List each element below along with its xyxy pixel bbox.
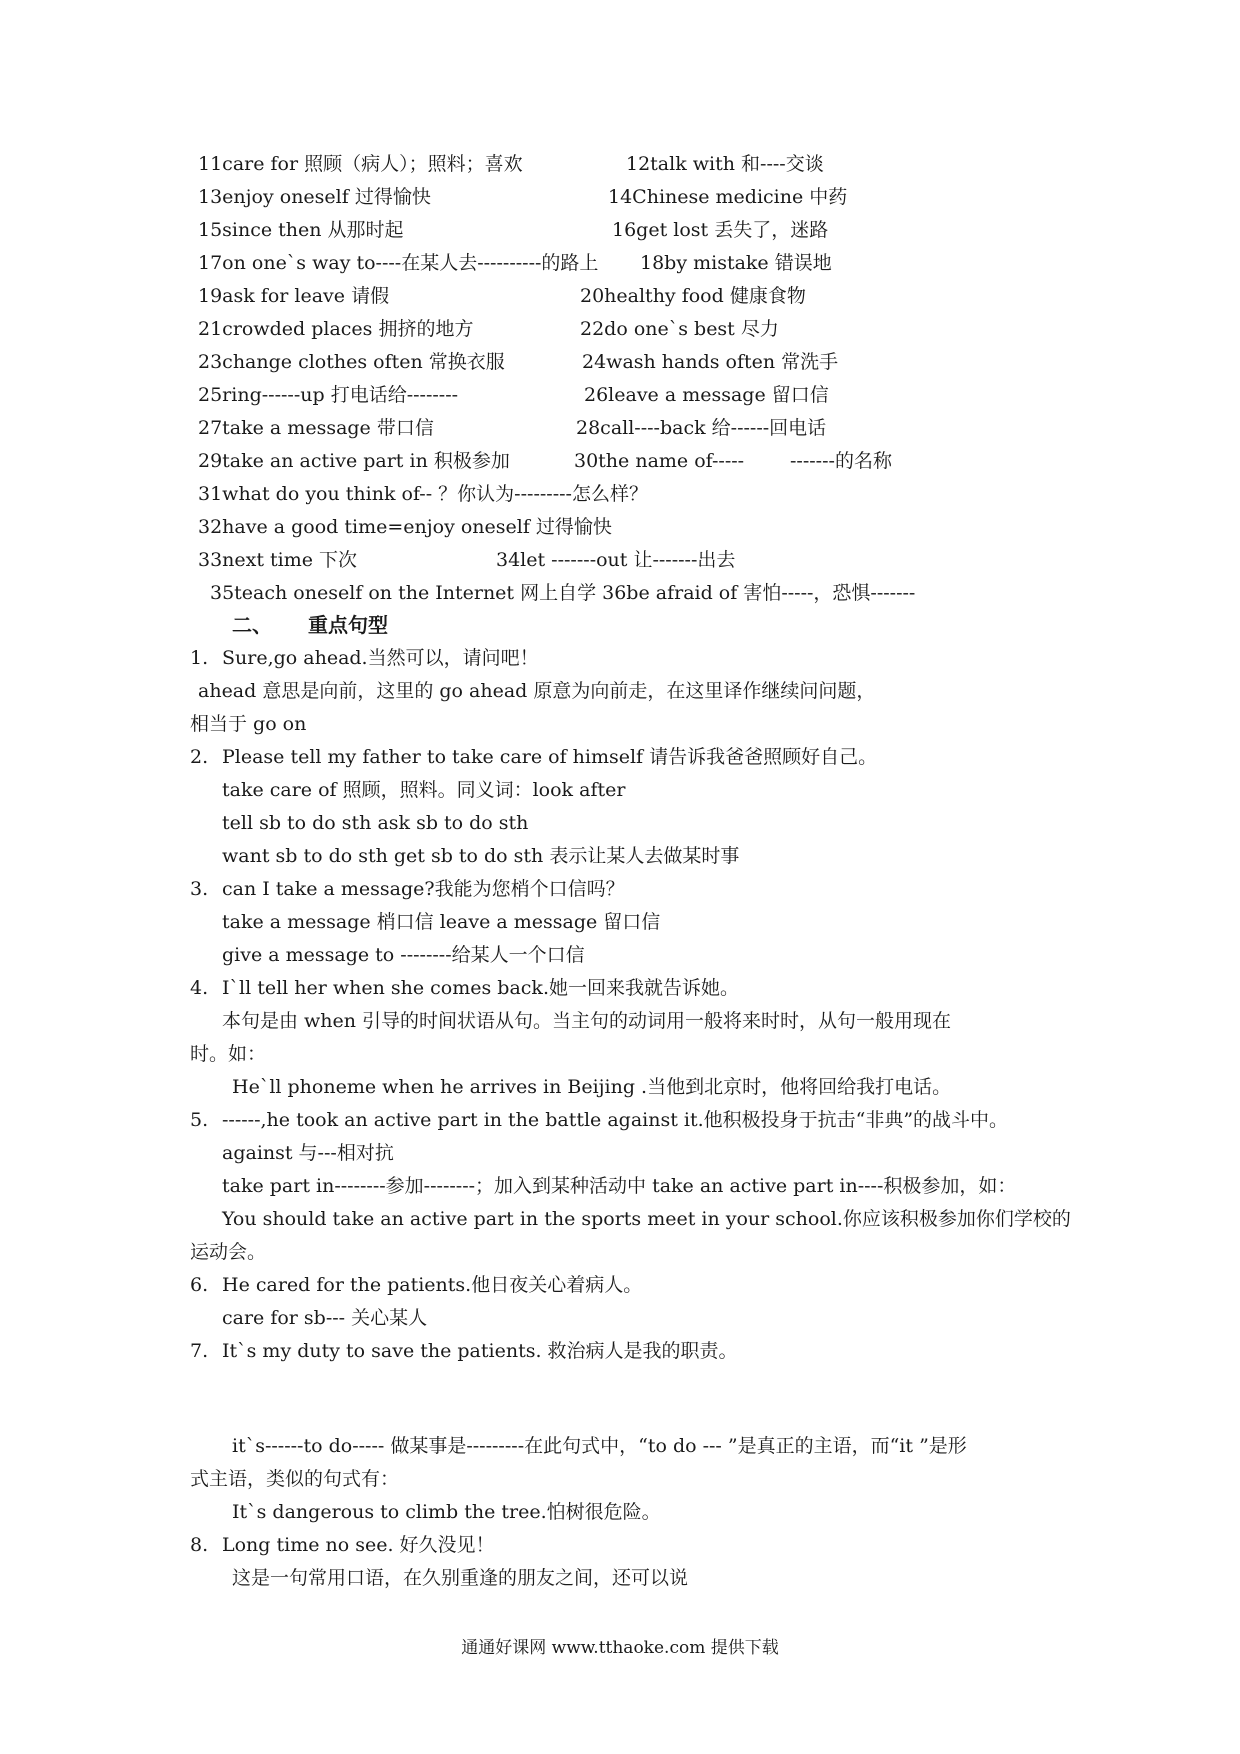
sentence-number: 4. — [190, 977, 209, 999]
phrase-23: 23change clothes often 常换衣服 — [198, 351, 505, 373]
phrase-15: 15since then 从那时起 — [198, 219, 404, 241]
phrase-34: 34let -------out 让-------出去 — [496, 549, 736, 571]
phrase-30: 30the name of----- — [574, 450, 745, 472]
sentence-5-example: You should take an active part in the sports meet in your school.你应该积极参加你们学校的 — [222, 1208, 1071, 1230]
sentence-5-note: take part in--------参加--------；加入到某种活动中 take an active part in----积极参加，如： — [222, 1175, 1017, 1197]
sentence-text: I`ll tell her when she comes back.她一回来我就告诉她。 — [222, 977, 739, 999]
sentence-number: 6. — [190, 1274, 209, 1296]
sentence-7-note: 式主语，类似的句式有： — [190, 1468, 400, 1490]
phrase-22: 22do one`s best 尽力 — [580, 318, 779, 340]
sentence-2-note: tell sb to do sth ask sb to do sth — [222, 812, 529, 834]
sentence-number: 2. — [190, 746, 209, 768]
phrase-26: 26leave a message 留口信 — [584, 384, 829, 406]
sentence-5-note: against 与---相对抗 — [222, 1142, 394, 1164]
phrase-16: 16get lost 丢失了，迷路 — [612, 219, 829, 241]
sentence-4 — [190, 976, 739, 1000]
phrase-14: 14Chinese medicine 中药 — [608, 186, 848, 208]
sentence-number: 7. — [190, 1340, 209, 1362]
phrase-35-36: 35teach oneself on the Internet 网上自学 36be afraid of 害怕-----，恐惧------- — [210, 582, 916, 604]
sentence-3-note: give a message to --------给某人一个口信 — [222, 944, 585, 966]
sentence-text: Sure,go ahead.当然可以，请问吧！ — [222, 647, 539, 669]
phrase-19: 19ask for leave 请假 — [198, 285, 390, 307]
phrase-33: 33next time 下次 — [198, 549, 358, 571]
phrase-28: 28call----back 给------回电话 — [576, 417, 827, 439]
section-title: 重点句型 — [308, 613, 388, 637]
phrase-27: 27take a message 带口信 — [198, 417, 434, 439]
sentence-8-note: 这是一句常用口语，在久别重逢的朋友之间，还可以说 — [232, 1567, 689, 1589]
phrase-24: 24wash hands often 常洗手 — [582, 351, 839, 373]
sentence-2-note: want sb to do sth get sb to do sth 表示让某人去做某时事 — [222, 845, 740, 867]
sentence-text: ------,he took an active part in the battle against it.他积极投身于抗击“非典”的战斗中。 — [222, 1109, 1009, 1131]
phrase-18: 18by mistake 错误地 — [640, 252, 832, 274]
sentence-2-note: take care of 照顾，照料。同义词：look after — [222, 779, 626, 801]
phrase-21: 21crowded places 拥挤的地方 — [198, 318, 474, 340]
sentence-text: Please tell my father to take care of himself 请告诉我爸爸照顾好自己。 — [222, 746, 878, 768]
phrase-11: 11care for 照顾（病人）；照料；喜欢 — [198, 153, 523, 175]
sentence-text: It`s my duty to save the patients. 救治病人是我的职责。 — [222, 1340, 738, 1362]
sentence-1 — [190, 646, 539, 670]
phrase-17: 17on one`s way to----在某人去----------的路上 — [198, 252, 599, 274]
sentence-1-note: ahead 意思是向前，这里的 go ahead 原意为向前走，在这里译作继续问问题， — [198, 680, 876, 702]
section-number: 二、 — [232, 613, 272, 637]
sentence-4-note: 时。如： — [190, 1043, 267, 1065]
sentence-8 — [190, 1533, 495, 1557]
phrase-13: 13enjoy oneself 过得愉快 — [198, 186, 431, 208]
sentence-number: 8. — [190, 1534, 209, 1556]
sentence-6 — [190, 1273, 642, 1297]
sentence-number: 1. — [190, 647, 209, 669]
phrase-30-meaning: -------的名称 — [790, 450, 892, 472]
sentence-number: 3. — [190, 878, 209, 900]
phrase-20: 20healthy food 健康食物 — [580, 285, 806, 307]
sentence-3-note: take a message 梢口信 leave a message 留口信 — [222, 911, 661, 933]
sentence-4-note: 本句是由 when 引导的时间状语从句。当主句的动词用一般将来时时，从句一般用现在 — [222, 1010, 952, 1032]
sentence-7-note: it`s------to do----- 做某事是---------在此句式中，“to do --- ”是真正的主语，而“it ”是形 — [232, 1435, 967, 1457]
sentence-6-note: care for sb--- 关心某人 — [222, 1307, 428, 1329]
sentence-1-note: 相当于 go on — [190, 713, 307, 735]
sentence-3 — [190, 877, 625, 901]
sentence-2 — [190, 745, 877, 769]
page-footer: 通通好课网 www.tthaoke.com 提供下载 — [461, 1638, 779, 1658]
sentence-text: He cared for the patients.他日夜关心着病人。 — [222, 1274, 643, 1296]
sentence-7 — [190, 1339, 738, 1363]
sentence-4-example: He`ll phoneme when he arrives in Beijing .当他到北京时，他将回给我打电话。 — [232, 1076, 952, 1098]
phrase-32: 32have a good time=enjoy oneself 过得愉快 — [198, 516, 612, 538]
sentence-5 — [190, 1108, 1008, 1132]
phrase-31: 31what do you think of-- ？你认为---------怎么样？ — [198, 483, 648, 505]
sentence-text: Long time no see. 好久没见！ — [222, 1534, 495, 1556]
sentence-7-example: It`s dangerous to climb the tree.怕树很危险。 — [232, 1501, 661, 1523]
phrase-12: 12talk with 和----交谈 — [626, 153, 824, 175]
phrase-25: 25ring------up 打电话给-------- — [198, 384, 459, 406]
phrase-29: 29take an active part in 积极参加 — [198, 450, 510, 472]
sentence-text: can I take a message?我能为您梢个口信吗？ — [222, 878, 625, 900]
sentence-5-example: 运动会。 — [190, 1241, 267, 1263]
sentence-number: 5. — [190, 1109, 209, 1131]
